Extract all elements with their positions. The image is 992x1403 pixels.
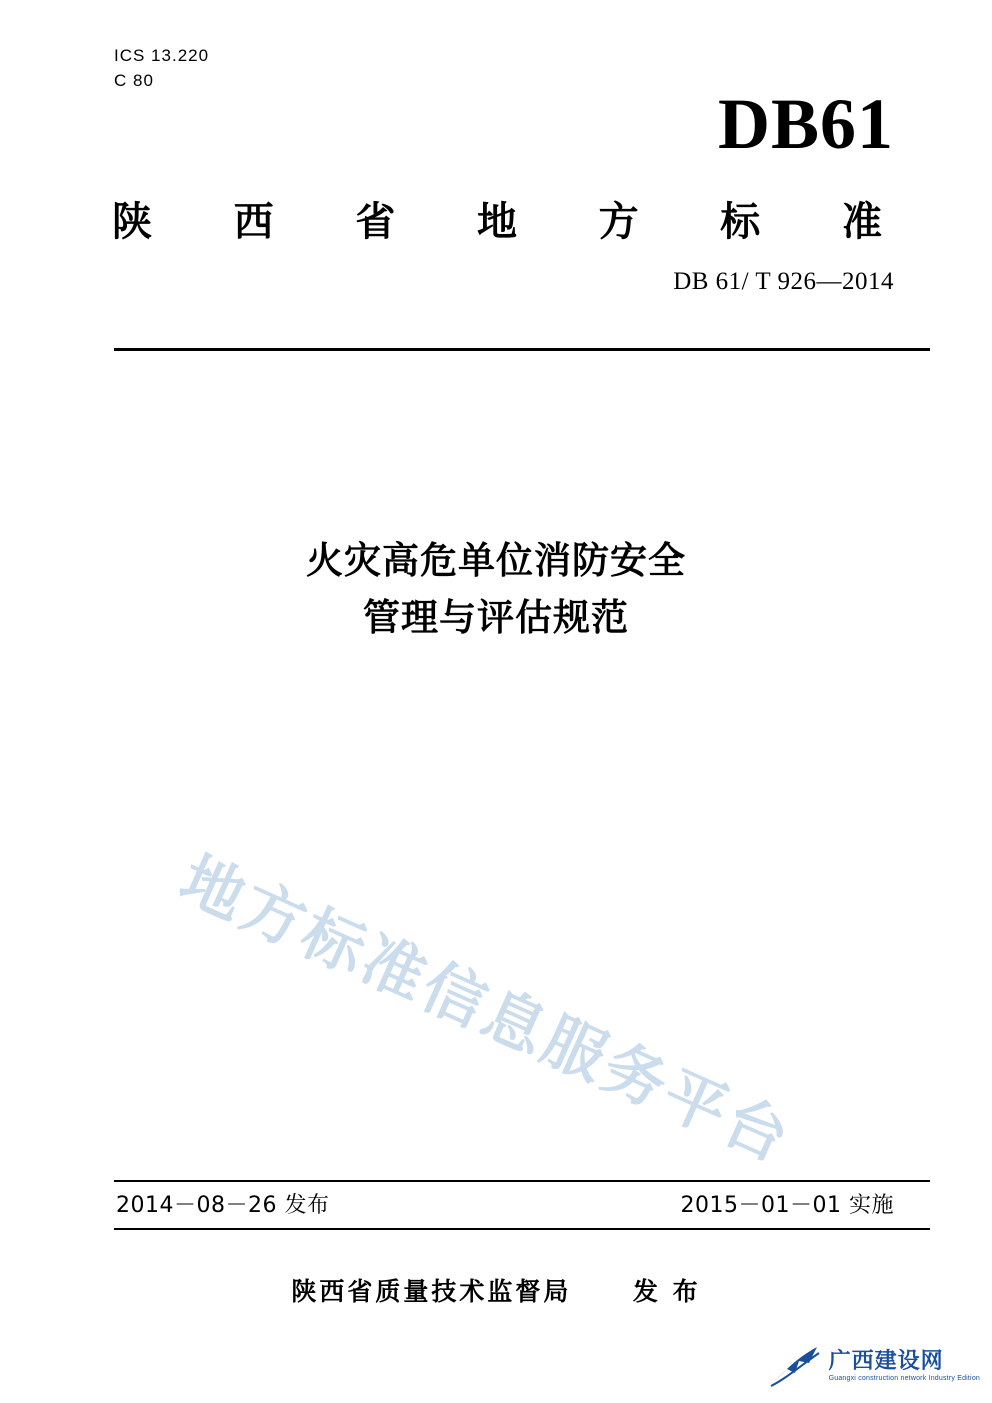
corner-logo-text [829, 1349, 980, 1382]
db61-logo: DB61 [717, 84, 894, 164]
publisher-row [0, 1272, 992, 1308]
province-char-2: 西 [233, 199, 274, 245]
page-title [0, 532, 992, 647]
page-title-line-1: 火灾高危单位消防安全 [306, 539, 686, 582]
province-char-5: 方 [598, 199, 639, 245]
publisher-action: 发 布 [632, 1277, 701, 1306]
province-char-6: 标 [720, 199, 761, 245]
province-char-3: 省 [355, 199, 396, 245]
star-icon [769, 1343, 821, 1389]
corner-logo-name-en: Guangxi construction network Industry Edition [828, 1374, 980, 1382]
dates-divider-top [114, 1180, 930, 1182]
province-char-7: 准 [841, 199, 882, 245]
province-standard-title [112, 190, 882, 247]
watermark: 地方标准信息服务平台 [170, 841, 803, 1178]
province-char-1: 陕 [112, 199, 152, 245]
corner-logo [769, 1343, 980, 1389]
header-divider [114, 348, 930, 351]
ics-block [114, 44, 209, 93]
classification-code: C 80 [114, 70, 154, 90]
page-title-line-2: 管理与评估规范 [363, 596, 629, 640]
corner-logo-name-cn: 广西建设网 [828, 1349, 944, 1375]
publisher-name: 陕西省质量技术监督局 [291, 1277, 572, 1306]
issue-date: 2014－08－26 发布 [116, 1193, 330, 1218]
ics-code: ICS 13.220 [114, 46, 210, 65]
province-char-4: 地 [476, 199, 517, 245]
implement-date: 2015－01－01 实施 [680, 1193, 894, 1218]
standard-number: DB 61/ T 926—2014 [673, 268, 894, 295]
dates-divider-bottom [114, 1228, 930, 1230]
